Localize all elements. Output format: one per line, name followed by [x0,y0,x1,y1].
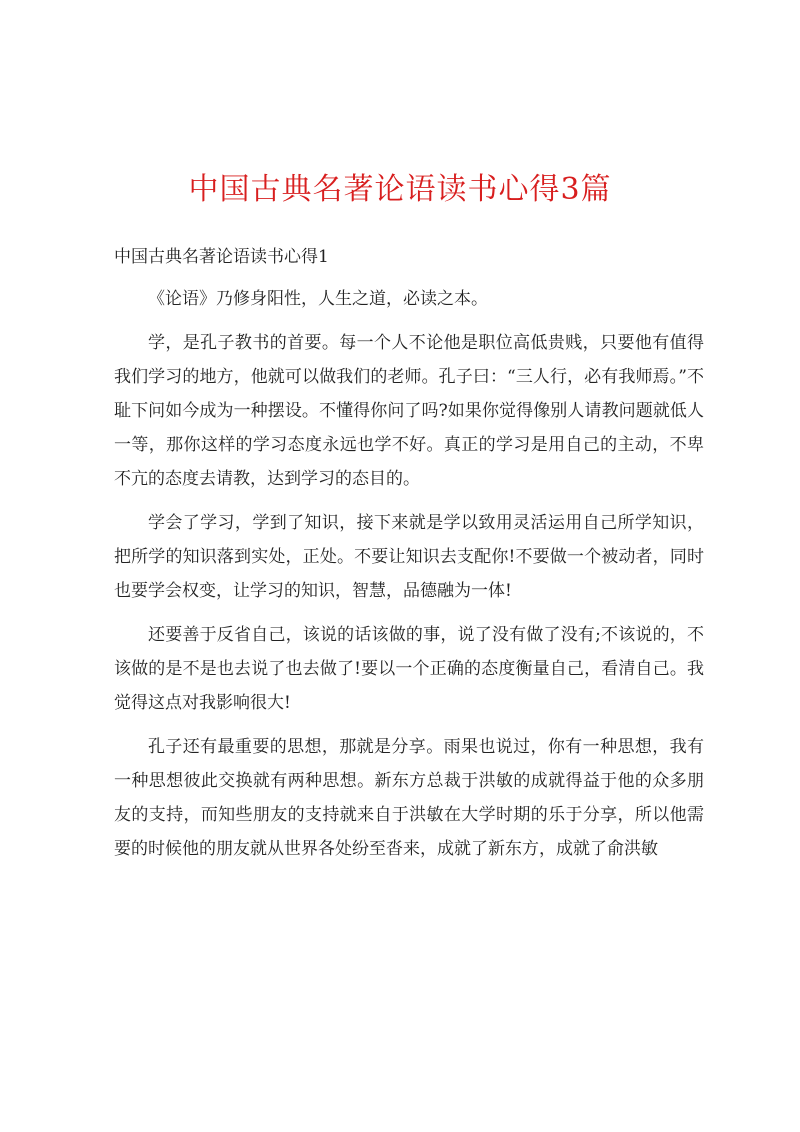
document-body [114,282,704,876]
paragraph: 学会了学习，学到了知识，接下来就是学以致用灵活运用自己所学知识，把所学的知识落到实处，正处。不要让知识去支配你!不要做一个被动者，同时也要学会权变，让学习的知识，智慧，品德融为一体! [114,513,704,601]
paragraph: 还要善于反省自己，该说的话该做的事，说了没有做了没有;不该说的，不该做的是不是也去说了也去做了!要以一个正确的态度衡量自己，看清自己。我觉得这点对我影响很大! [114,625,704,713]
paragraph: 孔子还有最重要的思想，那就是分享。雨果也说过，你有一种思想，我有一种思想彼此交换就有两种思想。新东方总裁于洪敏的成就得益于他的众多朋友的支持，而知些朋友的支持就来自于洪敏在大学时期的乐于分享，所以他需要的时候他的朋友就从世界各处纷至沓来，成就了新东方，成就了俞洪敏 [114,737,704,859]
section-heading: 中国古典名著论语读书心得1 [114,247,329,267]
paragraph: 《论语》乃修身阳性，人生之道，必读之本。 [148,289,488,309]
paragraph: 学，是孔子教书的首要。每一个人不论他是职位高低贵贱，只要他有值得我们学习的地方，他就可以做我们的老师。孔子曰：“三人行，必有我师焉。”不耻下问如今成为一种摆设。不懂得你问了吗?如果你觉得像别人请教问题就低人一等，那你这样的学习态度永远也学不好。真正的学习是用自己的主动，不卑不亢的态度去请教，达到学习的态目的。 [114,333,704,489]
document-title: 中国古典名著论语读书心得3篇 [188,172,612,207]
